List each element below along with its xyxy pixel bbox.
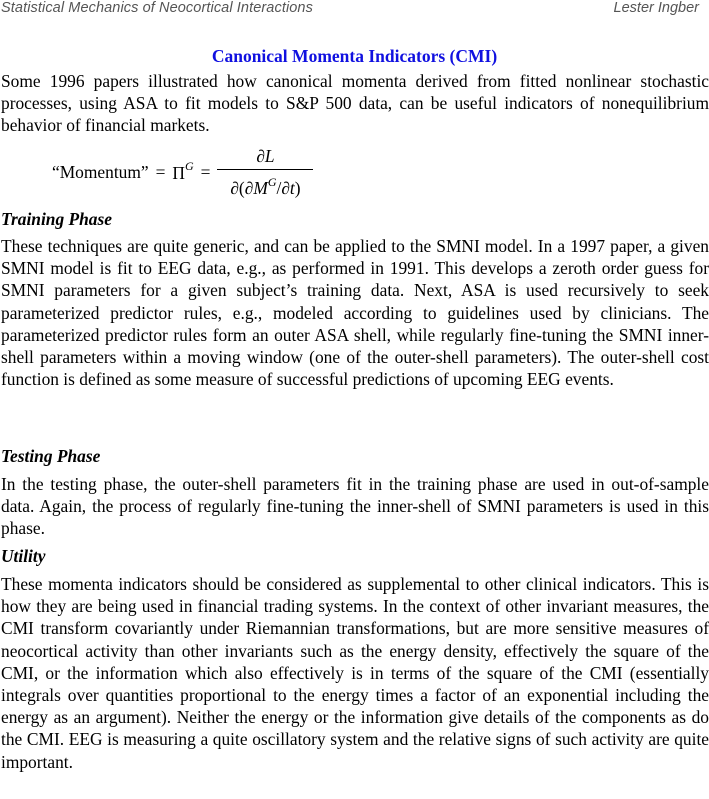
denominator-open: ∂(∂ xyxy=(230,177,254,198)
equation-equals-1: = xyxy=(155,161,166,182)
equation-numerator xyxy=(254,145,276,169)
section-body-utility: These momenta indicators should be considered as supplemental to other clinical indicators. This is how they are being used in financial trading systems. In the context of other invariant measures, the CMI transform covariantly under Riemannian transformations, but are more sensitive measures of neocortical activity than other invariants such as the energy density, effectively the square of the CMI, or the information which also effectively is in terms of the square of the CMI (essentially integrals over quantities proportional to the energy times a factor of an exponential including the energy as an argument). Neither the energy or the information give details of the components as do the CMI. EEG is measuring a quite oscillatory system and the relative signs of such activity are quite important. xyxy=(1,574,709,772)
page-title: Canonical Momenta Indicators (CMI) xyxy=(211,46,498,66)
section-heading-utility: Utility xyxy=(1,546,46,566)
section-heading-training: Training Phase xyxy=(1,209,112,229)
denominator-time: t xyxy=(289,177,295,198)
equation-pi-superscript: G xyxy=(184,158,194,173)
section-body-training: These techniques are quite generic, and can be applied to the SMNI model. In a 1997 paper, a given SMNI model is fit to EEG data, e.g., as performed in 1991. This develops a zeroth order guess for SMNI parameters for a given subject’s training data. Next, ASA is used recursively to seek parameterized predictor rules, e.g., modeled according to guidelines used by clinicians. The parameterized predictor rules form an outer ASA shell, while regularly fine-tuning the SMNI inner-shell parameters within a moving window (one of the outer-shell parameters). The outer-shell cost function is defined as some measure of successful predictions of upcoming EEG events. xyxy=(1,236,709,390)
equation-pi-symbol: Π xyxy=(172,162,185,183)
denominator-variable: M xyxy=(253,177,268,198)
intro-paragraph: Some 1996 papers illustrated how canonical momenta derived from fitted nonlinear stochastic processes, using ASA to fit models to S&P 500 data, can be useful indicators of nonequilibrium behavior of financial markets. xyxy=(1,71,709,136)
numerator-partial: ∂ xyxy=(256,146,265,167)
equation-fraction xyxy=(217,145,313,199)
numerator-variable: L xyxy=(264,146,275,167)
equation-equals-2: = xyxy=(200,161,211,182)
equation-denominator xyxy=(230,170,300,199)
denominator-end: ) xyxy=(294,177,301,198)
running-head xyxy=(0,0,709,16)
denominator-slash: /∂ xyxy=(276,177,290,198)
running-head-author: Lester Ingber xyxy=(613,0,699,16)
running-head-title: Statistical Mechanics of Neocortical Interactions xyxy=(1,0,313,16)
momentum-equation xyxy=(52,148,313,196)
denominator-superscript: G xyxy=(267,175,277,190)
equation-pi-term xyxy=(172,158,194,184)
equation-lhs: “Momentum” xyxy=(52,161,149,182)
section-body-testing: In the testing phase, the outer-shell parameters fit in the training phase are used in out-of-sample data. Again, the process of regularly fine-tuning the inner-shell of SMNI parameters is used in this phase. xyxy=(1,474,709,539)
section-heading-testing: Testing Phase xyxy=(1,446,101,466)
